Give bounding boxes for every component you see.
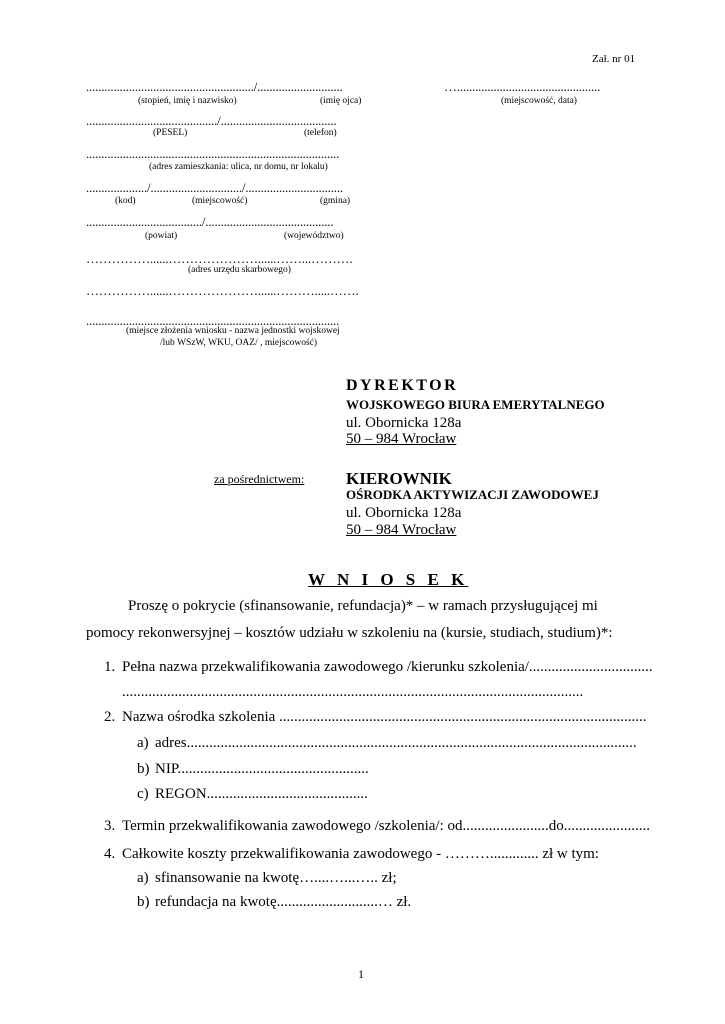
item-2-number: 2. [104, 709, 116, 725]
caption-place-date: (miejscowość, data) [501, 96, 577, 106]
item-4b [137, 894, 411, 911]
document-title: W N I O S E K [308, 570, 469, 589]
intermediary-street: ul. Obornicka 128a [346, 505, 462, 521]
item-3-number: 3. [104, 818, 116, 834]
item-2a-text: adres........................................................................................................................ [155, 735, 637, 751]
pesel-phone-dots: .........................................../...................................... [86, 113, 337, 128]
caption-voivodeship: (województwo) [284, 231, 344, 241]
intermediary-subtitle: OŚRODKA AKTYWIZACJI ZAWODOWEJ [346, 487, 599, 502]
recipient-title: DYREKTOR [346, 377, 459, 394]
intermediary-city: 50 – 984 Wrocław [346, 522, 457, 538]
attachment-label: Zał. nr 01 [592, 53, 636, 65]
item-4a [137, 870, 397, 887]
address-dots: ................................................................................... [86, 146, 340, 161]
name-fields-dots: ......................................................./............................ [86, 79, 343, 94]
caption-commune: (gmina) [320, 196, 351, 206]
caption-submission-place-2: /lub WSzW, WKU, OAZ/ , miejscowość) [160, 338, 318, 348]
caption-father-name: (imię ojca) [320, 96, 362, 106]
submission-place-dots: ................................................................................... [86, 313, 340, 328]
caption-city: (miejscowość) [192, 196, 248, 206]
item-1-number: 1. [104, 659, 116, 675]
recipient-subtitle: WOJSKOWEGO BIURA EMERYTALNEGO [346, 397, 605, 412]
tax-office-dots: ……………......…………………......……...………. [86, 251, 353, 266]
item-1-continuation: ........................................................................................................................... [122, 684, 584, 700]
caption-address: (adres zamieszkania: ulica, nr domu, nr lokalu) [149, 162, 328, 172]
intro-line-1: Proszę o pokrycie (sfinansowanie, refundacja)* – w ramach przysługującej mi [128, 598, 598, 614]
code-city-commune-dots: ..................../............................../................................ [86, 180, 343, 195]
item-2c-text: REGON........................................... [155, 786, 368, 802]
item-2b-letter: b) [137, 761, 150, 777]
county-voivodeship-dots: ....................................../.......................................... [86, 214, 334, 229]
intro-line-2: pomocy rekonwersyjnej – kosztów udziału w szkoleniu na (kursie, studiach, studium)*: [86, 625, 613, 641]
intermediary-title: KIEROWNIK [346, 469, 452, 488]
tax-office-dots-2: ……………......…………………......……….....……. [86, 283, 359, 298]
item-4b-letter: b) [137, 894, 150, 910]
caption-code: (kod) [115, 196, 136, 206]
intermediary-label: za pośrednictwem: [214, 472, 305, 486]
recipient-street: ul. Obornicka 128a [346, 415, 462, 431]
item-3 [104, 818, 650, 835]
item-4a-letter: a) [137, 870, 149, 886]
item-4-number: 4. [104, 846, 116, 862]
page-number: 1 [358, 967, 364, 981]
item-2c-letter: c) [137, 786, 149, 802]
item-1-text: Pełna nazwa przekwalifikowania zawodowego /kierunku szkolenia/................................. [122, 659, 653, 675]
item-4a-text: sfinansowanie na kwotę…....…...….. zł; [155, 870, 397, 886]
place-date-dots: …............................................... [444, 79, 601, 94]
caption-tax-office: (adres urzędu skarbowego) [188, 265, 291, 275]
item-2b-text: NIP................................................... [155, 761, 369, 777]
recipient-city: 50 – 984 Wrocław [346, 431, 457, 447]
item-2-text: Nazwa ośrodka szkolenia .................................................................................................. [122, 709, 647, 725]
item-2 [104, 709, 647, 726]
item-2a-letter: a) [137, 735, 149, 751]
item-4-text: Całkowite koszty przekwalifikowania zawodowego - ………............. zł w tym: [122, 846, 599, 862]
caption-rank-name: (stopień, imię i nazwisko) [138, 96, 237, 106]
item-1 [104, 659, 653, 676]
item-3-text: Termin przekwalifikowania zawodowego /szkolenia/: od.......................do....................... [122, 818, 651, 834]
caption-pesel: (PESEL) [153, 128, 188, 138]
item-4 [104, 846, 599, 863]
caption-county: (powiat) [145, 231, 178, 241]
caption-phone: (telefon) [304, 128, 337, 138]
item-2a [137, 735, 637, 752]
item-2b [137, 761, 369, 778]
item-2c [137, 786, 368, 803]
caption-submission-place-1: (miejsce złożenia wniosku - nazwa jednostki wojskowej [126, 326, 340, 336]
item-4b-text: refundacja na kwotę...........................… zł. [155, 894, 412, 910]
